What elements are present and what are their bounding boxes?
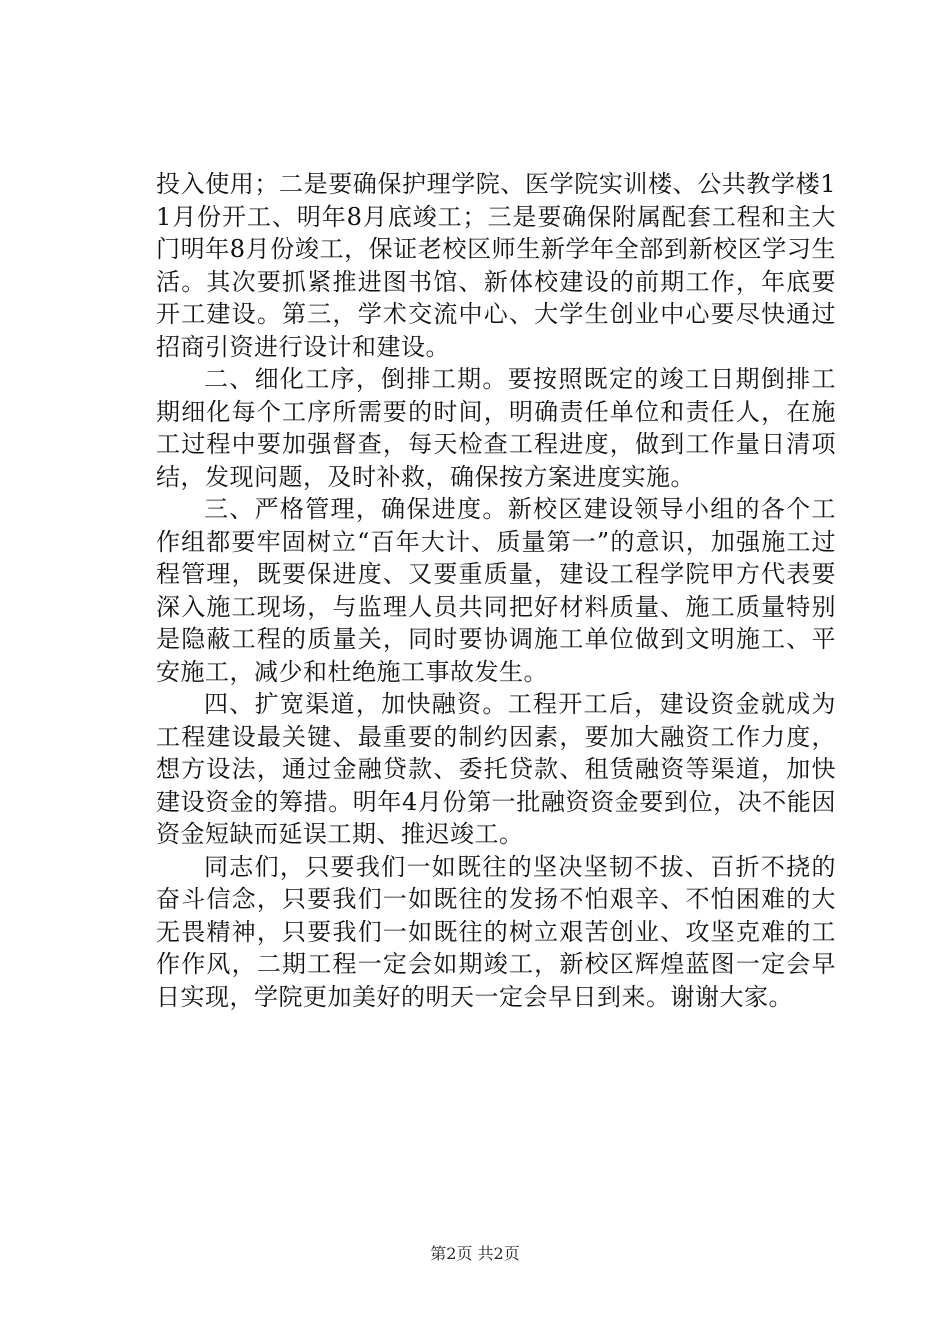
paragraph-section-three: 三、严格管理，确保进度。新校区建设领导小组的各个工作组都要牢固树立“百年大计、质量第一”的意识，加强施工过程管理，既要保进度、又要重质量，建设工程学院甲方代表要深入施工现场，与监理人员共同把好材料质量、施工质量特别是隐蔽工程的质量关，同时要协调施工单位做到文明施工、平安施工，减少和杜绝施工事故发生。 — [156, 495, 836, 686]
page-number-footer: 第2页 共2页 — [430, 1244, 520, 1263]
document-body — [156, 168, 836, 1013]
paragraph-section-four: 四、扩宽渠道，加快融资。工程开工后，建设资金就成为工程建设最关键、最重要的制约因素，要加大融资工作力度，想方设法，通过金融贷款、委托贷款、租赁融资等渠道，加快建设资金的筹措。明年4月份第一批融资资金要到位，决不能因资金短缺而延误工期、推迟竣工。 — [156, 690, 836, 848]
paragraph-section-two: 二、细化工序，倒排工期。要按照既定的竣工日期倒排工期细化每个工序所需要的时间，明确责任单位和责任人，在施工过程中要加强督查，每天检查工程进度，做到工作量日清项结，发现问题，及时补救，确保按方案进度实施。 — [156, 365, 836, 491]
paragraph-continuation: 投入使用；二是要确保护理学院、医学院实训楼、公共教学楼11月份开工、明年8月底竣工；三是要确保附属配套工程和主大门明年8月份竣工，保证老校区师生新学年全部到新校区学习生活。其次要抓紧推进图书馆、新体校建设的前期工作，年底要开工建设。第三，学术交流中心、大学生创业中心要尽快通过招商引资进行设计和建设。 — [156, 170, 836, 361]
paragraph-closing: 同志们，只要我们一如既往的坚决坚韧不拔、百折不挠的奋斗信念，只要我们一如既往的发扬不怕艰辛、不怕困难的大无畏精神，只要我们一如既往的树立艰苦创业、攻坚克难的工作作风，二期工程一定会如期竣工，新校区辉煌蓝图一定会早日实现，学院更加美好的明天一定会早日到来。谢谢大家。 — [156, 852, 836, 1011]
